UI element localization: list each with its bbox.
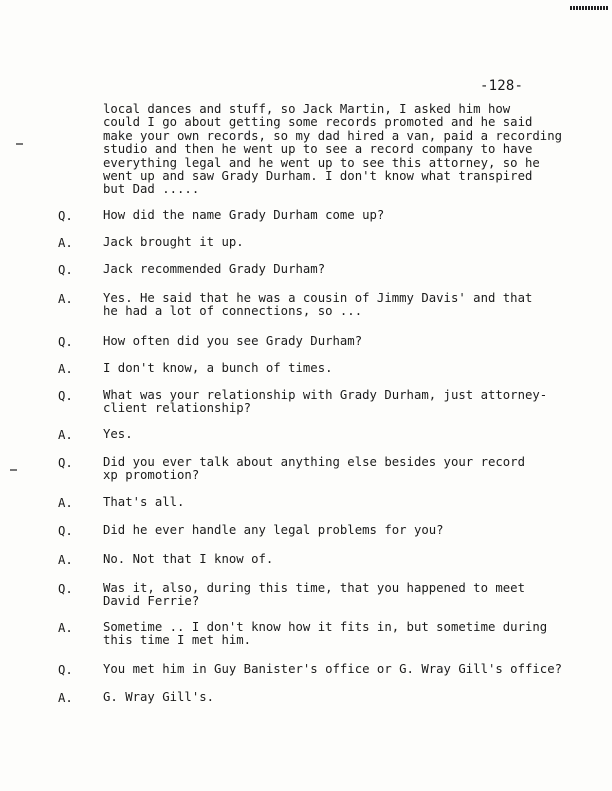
speaker-label: A. — [58, 428, 73, 442]
text-line: went up and saw Grady Durham. I don't know what transpired — [103, 169, 533, 184]
text-line: make your own records, so my dad hired a van, paid a recording — [103, 128, 563, 143]
text-line: Yes. — [103, 427, 133, 441]
speaker-label: A. — [58, 292, 73, 306]
text-line: could I go about getting some records promoted and he said — [103, 115, 533, 130]
text-line: That's all. — [103, 495, 185, 509]
utterance — [103, 621, 573, 648]
speaker-label: A. — [58, 236, 73, 250]
text-line: but Dad ..... — [103, 182, 200, 197]
speaker-label: Q. — [58, 335, 73, 349]
text-line: Jack recommended Grady Durham? — [103, 262, 326, 276]
text-line: Did he ever handle any legal problems for you? — [103, 523, 444, 537]
utterance — [103, 335, 573, 348]
text-line: Sometime .. I don't know how it fits in, but sometime during — [103, 620, 548, 634]
utterance — [103, 292, 573, 319]
utterance — [103, 553, 573, 566]
text-line: Was it, also, during this time, that you happened to meet — [103, 581, 525, 595]
speaker-label: A. — [58, 362, 73, 376]
utterance — [103, 524, 573, 537]
utterance — [103, 389, 573, 416]
utterance — [103, 263, 573, 276]
speaker-label: A. — [58, 496, 73, 510]
utterance — [103, 209, 573, 222]
text-line: Jack brought it up. — [103, 235, 244, 249]
text-line: xp promotion? — [103, 468, 200, 483]
text-line: everything legal and he went up to see this attorney, so he — [103, 155, 540, 170]
speaker-label: Q. — [58, 209, 73, 223]
utterance — [103, 456, 573, 483]
utterance — [103, 582, 573, 609]
text-line: client relationship? — [103, 401, 252, 416]
text-line: local dances and stuff, so Jack Martin, I asked him how — [103, 102, 511, 116]
utterance — [103, 362, 573, 375]
text-line: How often did you see Grady Durham? — [103, 334, 363, 348]
utterance — [103, 691, 573, 704]
text-line: Yes. He said that he was a cousin of Jimmy Davis' and that — [103, 291, 533, 305]
scan-mark — [570, 6, 608, 10]
text-line: What was your relationship with Grady Durham, just attorney- — [103, 388, 548, 402]
text-line: How did the name Grady Durham come up? — [103, 208, 385, 222]
continuation-paragraph — [103, 103, 563, 197]
text-line: Did you ever talk about anything else besides your record — [103, 455, 525, 469]
text-line: I don't know, a bunch of times. — [103, 361, 333, 375]
page-number: -128- — [480, 78, 524, 94]
text-line: No. Not that I know of. — [103, 552, 274, 566]
speaker-label: Q. — [58, 663, 73, 677]
speaker-label: Q. — [58, 389, 73, 403]
margin-tick — [10, 469, 17, 471]
text-line: David Ferrie? — [103, 594, 200, 609]
margin-tick — [16, 143, 23, 145]
text-line: You met him in Guy Banister's office or G. Wray Gill's office? — [103, 662, 563, 676]
utterance — [103, 496, 573, 509]
utterance — [103, 663, 573, 676]
speaker-label: Q. — [58, 582, 73, 596]
text-line: G. Wray Gill's. — [103, 690, 215, 704]
text-line: he had a lot of connections, so ... — [103, 304, 363, 319]
speaker-label: Q. — [58, 524, 73, 538]
speaker-label: A. — [58, 621, 73, 635]
text-line: this time I met him. — [103, 633, 252, 648]
speaker-label: Q. — [58, 263, 73, 277]
utterance — [103, 236, 573, 249]
speaker-label: Q. — [58, 456, 73, 470]
utterance — [103, 428, 573, 441]
speaker-label: A. — [58, 553, 73, 567]
speaker-label: A. — [58, 691, 73, 705]
text-line: studio and then he went up to see a record company to have — [103, 142, 533, 157]
